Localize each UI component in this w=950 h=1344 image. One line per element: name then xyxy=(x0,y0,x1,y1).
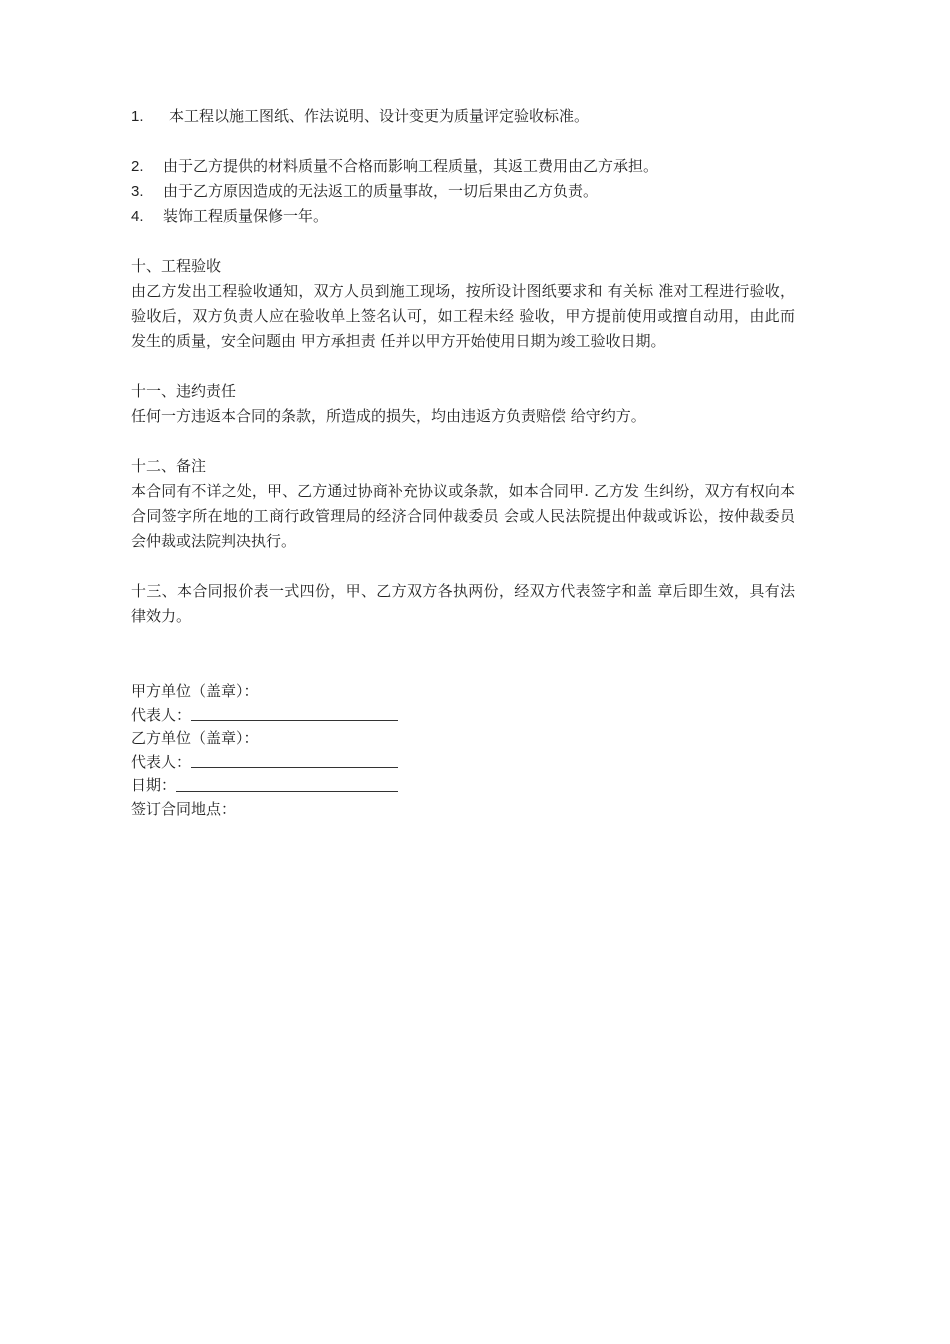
quality-item-3 xyxy=(131,179,795,204)
section-11-heading: 十一、违约责任 xyxy=(131,382,237,400)
quality-item-2 xyxy=(131,154,795,179)
rep-a-line xyxy=(131,704,795,728)
place-label: 签订合同地点： xyxy=(131,799,237,818)
date-label: 日期： xyxy=(131,776,177,794)
rep-a-label: 代表人： xyxy=(131,705,192,724)
section-13-body: 十三、本合同报价表一式四份，甲、乙方双方各执两份，经双方代表签字和盖 章后即生效，具有法律效力。 xyxy=(131,582,795,625)
quality-item-4 xyxy=(131,204,795,229)
date-blank[interactable] xyxy=(176,791,398,792)
quality-item-1 xyxy=(131,104,795,129)
party-b-label: 乙方单位（盖章）： xyxy=(131,729,259,747)
rep-a-signature-blank[interactable] xyxy=(191,720,398,721)
section-12-heading: 十二、备注 xyxy=(131,457,207,475)
item-text: 由于乙方原因造成的无法返工的质量事故，一切后果由乙方负责。 xyxy=(163,182,599,200)
section-10-heading: 十、工程验收 xyxy=(131,257,222,275)
rep-b-line xyxy=(131,751,795,775)
rep-b-label: 代表人： xyxy=(131,752,192,771)
party-b-line xyxy=(131,727,795,751)
item-number: 1. xyxy=(131,108,144,125)
item-text: 由于乙方提供的材料质量不合格而影响工程质量，其返工费用由乙方承担。 xyxy=(163,157,659,175)
signature-block xyxy=(131,680,795,821)
section-11-body: 任何一方违返本合同的条款，所造成的损失，均由违返方负责赔偿 给守约方。 xyxy=(131,407,646,425)
item-number: 2. xyxy=(131,158,144,175)
party-a-label: 甲方单位（盖章）： xyxy=(131,682,259,700)
section-12-body: 本合同有不详之处，甲、乙方通过协商补充协议或条款，如本合同甲. 乙方发 生纠纷，双方有权向本合同签字所在地的工商行政管理局的经济合同仲裁委员 会或人民法院提出仲裁或诉讼，按仲裁委员会仲裁或法院判决执行。 xyxy=(131,482,795,550)
item-text: 装饰工程质量保修一年。 xyxy=(163,207,329,225)
item-number: 3. xyxy=(131,183,144,200)
item-number: 4. xyxy=(131,208,144,225)
contract-page xyxy=(131,104,795,821)
party-a-line xyxy=(131,680,795,704)
rep-b-signature-blank[interactable] xyxy=(191,767,398,768)
item-text: 本工程以施工图纸、作法说明、设计变更为质量评定验收标准。 xyxy=(169,107,590,125)
date-line xyxy=(131,774,795,798)
place-line xyxy=(131,798,795,822)
section-10-body: 由乙方发出工程验收通知，双方人员到施工现场，按所设计图纸要求和 有关标 准对工程进行验收，验收后，双方负责人应在验收单上签名认可，如工程未经 验收，甲方提前使用或擅自动用，由此而发生的质量，安全问题由 甲方承担责 任并以甲方开始使用日期为竣工验收日期。 xyxy=(131,282,795,350)
